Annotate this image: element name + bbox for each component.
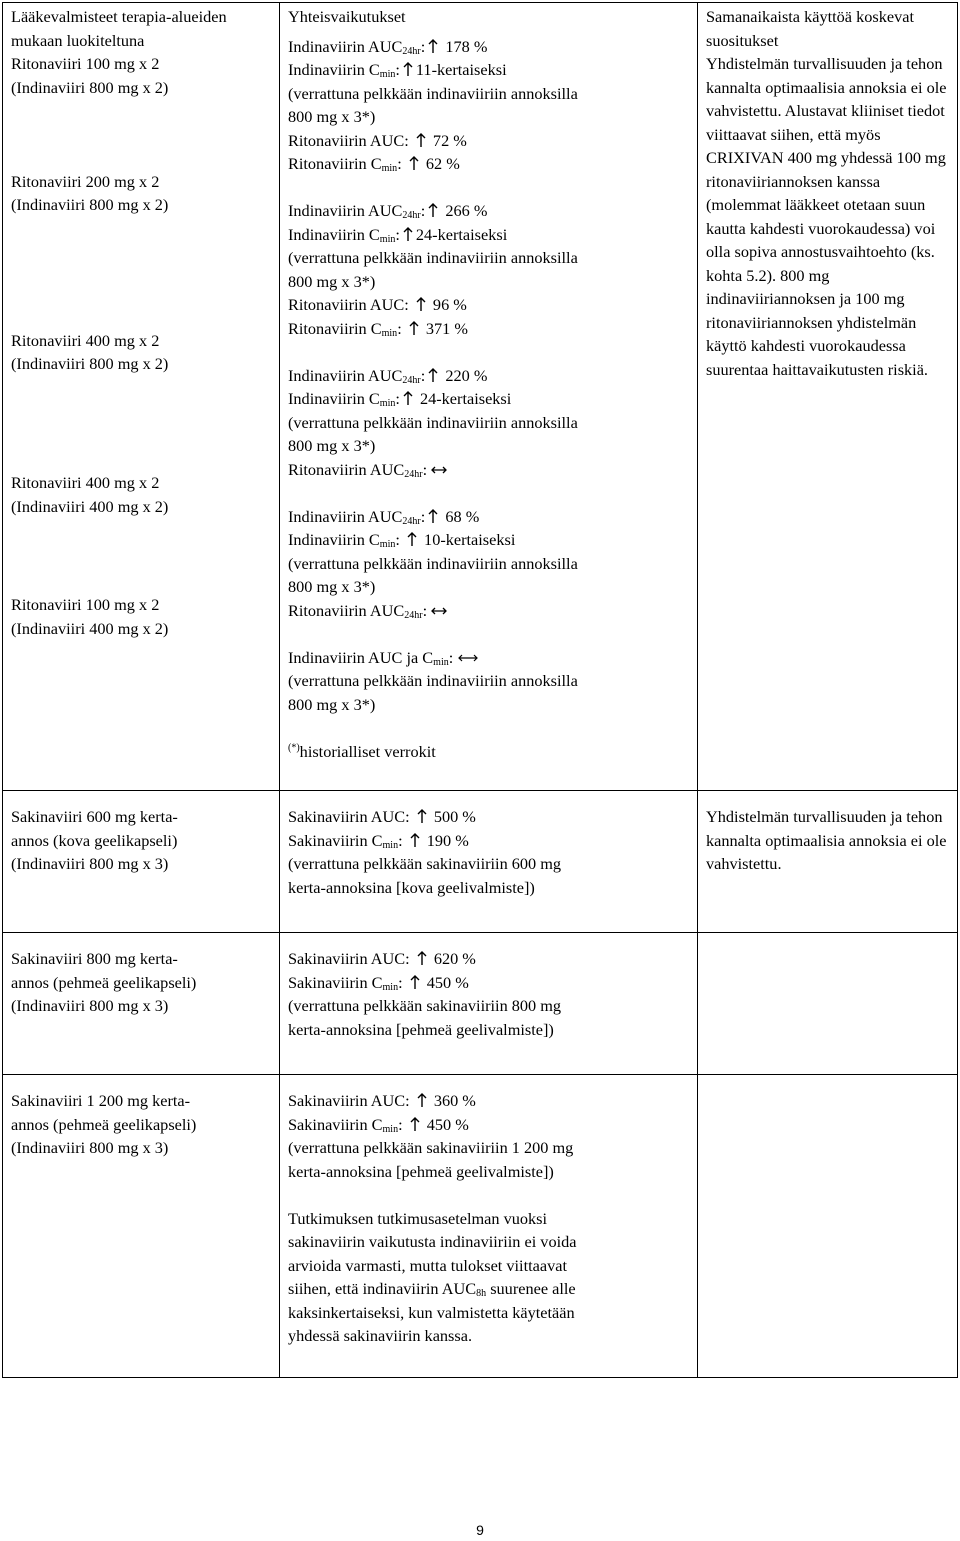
- increase-arrow-icon: [400, 387, 416, 411]
- increase-arrow-icon: [413, 129, 429, 153]
- note-line: siihen, että indinaviirin $AUC_{8h}$ suurenee alle: [288, 1279, 576, 1299]
- increase-arrow-icon: [414, 947, 430, 971]
- increase-arrow-icon: [407, 971, 423, 995]
- effect-line: Indinaviirin AUC ja $C_{min}$:: [288, 646, 691, 670]
- effect-line: Sakinaviirin AUC: 620 %: [288, 947, 691, 971]
- regimen-line: Ritonaviiri 400 mg x 2: [11, 330, 160, 350]
- regimen-line: Ritonaviiri 400 mg x 2: [11, 473, 160, 492]
- interaction-effects-cell: [280, 933, 698, 1075]
- effect-line: kerta-annoksina [kova geelivalmiste]): [288, 877, 535, 897]
- increase-arrow-icon: [413, 293, 429, 317]
- regimen-line: Sakinaviiri 600 mg kerta-: [11, 807, 178, 826]
- table-row: [3, 791, 958, 933]
- effect-line: 800 mg x 3*): [288, 694, 376, 714]
- increase-arrow-icon: [407, 829, 423, 853]
- increase-arrow-icon: [406, 152, 422, 176]
- increase-arrow-icon: [414, 1089, 430, 1113]
- regimen-line: annos (kova geelikapseli): [11, 830, 178, 850]
- effect-line: Sakinaviirin AUC: 500 %: [288, 805, 691, 829]
- effect-line: Ritonaviirin $C_{min}$: 62 %: [288, 154, 460, 174]
- effect-line: Sakinaviirin $C_{min}$: 450 %: [288, 1114, 469, 1135]
- regimen-line: Sakinaviiri 800 mg kerta-: [11, 949, 178, 968]
- regimen-line: Ritonaviiri 100 mg x 2: [11, 54, 160, 73]
- effect-line: 800 mg x 3*): [288, 436, 376, 455]
- footnote: (*)historialliset verrokit: [288, 741, 436, 761]
- regimen-line: (Indinaviiri 800 mg x 2): [11, 354, 169, 373]
- recommendation-cell: [698, 1075, 958, 1378]
- note-line: sakinaviirin vaikutusta indinaviiriin ei voida: [288, 1232, 577, 1251]
- regimen-line: Sakinaviiri 1 200 mg kerta-: [11, 1091, 191, 1110]
- effect-line: Indinaviirin $AUC_{24hr}$: 266 %: [288, 201, 488, 221]
- recommendation-text: Yhdistelmän turvallisuuden ja tehon kannalta optimaalisia annoksia ei ole vahvistettu. Alustavat kliiniset tiedot viittaavat siihen, että myös CRIXIVAN 400 mg yhdessä 100 mg ritonaviiriannoksen kanssa (molemmat lääkkeet otetaan suun kautta kahdesti vuorokaudessa) voi olla sopiva annostusvaihtoehto (ks. kohta 5.2). 800 mg indinaviiriannoksen ja 100 mg ritonaviiriannoksen yhdistelmän käyttö kahdesti vuorokaudessa suurentaa haittavaikutusten riskiä.: [706, 54, 947, 379]
- increase-arrow-icon: [414, 805, 430, 829]
- note-line: arvioida varmasti, mutta tulokset viittaavat: [288, 1255, 567, 1275]
- effect-line: (verrattuna pelkkään indinaviiriin annoksilla: [288, 671, 578, 690]
- effect-line: Indinaviirin $C_{min}$: 10-kertaiseksi: [288, 530, 516, 550]
- increase-arrow-icon: [407, 1113, 423, 1137]
- effect-line: (verrattuna pelkkään sakinaviiriin 1 200 mg: [288, 1138, 574, 1157]
- column-header-recommendations: Samanaikaista käyttöä koskevat suositukset: [706, 7, 914, 50]
- effect-line: (verrattuna pelkkään indinaviiriin annoksilla: [288, 553, 578, 573]
- drug-regimen-cell: [3, 3, 280, 791]
- effect-line: Indinaviirin $C_{min}$: 11-kertaiseksi: [288, 60, 507, 80]
- regimen-line: (Indinaviiri 800 mg x 2): [11, 77, 169, 97]
- effect-line: 800 mg x 3*): [288, 107, 376, 126]
- column-header-interactions: Yhteisvaikutukset: [288, 7, 406, 26]
- regimen-line: Ritonaviiri 200 mg x 2: [11, 171, 160, 191]
- regimen-line: (Indinaviiri 800 mg x 3): [11, 854, 169, 873]
- regimen-line: (Indinaviiri 800 mg x 2): [11, 195, 169, 214]
- interaction-effects-cell: [280, 791, 698, 933]
- page-number: 9: [476, 1522, 484, 1538]
- recommendation-text: Yhdistelmän turvallisuuden ja tehon kannalta optimaalisia annoksia ei ole vahvistettu.: [706, 807, 947, 873]
- effect-line: kerta-annoksina [pehmeä geelivalmiste]): [288, 1019, 554, 1039]
- effect-line: (verrattuna pelkkään sakinaviiriin 800 mg: [288, 996, 562, 1015]
- regimen-line: (Indinaviiri 400 mg x 2): [11, 496, 169, 516]
- effect-line: Sakinaviirin $C_{min}$: 190 %: [288, 830, 469, 851]
- increase-arrow-icon: [425, 35, 441, 59]
- effect-line: (verrattuna pelkkään indinaviiriin annoksilla: [288, 248, 578, 267]
- effect-line: Ritonaviirin $AUC_{24hr}$:: [288, 458, 691, 482]
- effect-line: Ritonaviirin $AUC_{24hr}$:: [288, 599, 691, 623]
- increase-arrow-icon: [425, 364, 441, 388]
- interaction-effects-cell: [280, 3, 698, 791]
- drug-regimen-cell: [3, 933, 280, 1075]
- effect-line: Ritonaviirin $C_{min}$: 371 %: [288, 318, 468, 339]
- effect-line: 800 mg x 3*): [288, 271, 376, 291]
- increase-arrow-icon: [404, 528, 420, 552]
- no-change-arrow-icon: [457, 646, 479, 670]
- regimen-line: (Indinaviiri 400 mg x 2): [11, 618, 169, 638]
- effect-line: Ritonaviirin AUC: 96 %: [288, 293, 691, 317]
- regimen-line: annos (pehmeä geelikapseli): [11, 1114, 197, 1134]
- effect-line: Indinaviirin $AUC_{24hr}$: 178 %: [288, 36, 488, 57]
- effect-line: (verrattuna pelkkään indinaviiriin annoksilla: [288, 83, 578, 103]
- effect-line: Sakinaviirin $C_{min}$: 450 %: [288, 972, 469, 993]
- effect-line: Indinaviirin $AUC_{24hr}$: 68 %: [288, 506, 480, 527]
- drug-regimen-cell: [3, 1075, 280, 1378]
- drug-regimen-cell: [3, 791, 280, 933]
- effect-line: Ritonaviirin AUC: 72 %: [288, 129, 691, 153]
- no-change-arrow-icon: [431, 599, 447, 623]
- increase-arrow-icon: [400, 223, 416, 247]
- note-line: Tutkimuksen tutkimusasetelman vuoksi: [288, 1208, 547, 1228]
- interaction-effects-cell: [280, 1075, 698, 1378]
- regimen-line: Ritonaviiri 100 mg x 2: [11, 595, 160, 614]
- recommendation-cell: [698, 791, 958, 933]
- no-change-arrow-icon: [431, 458, 447, 482]
- interaction-table: [2, 2, 958, 1378]
- effect-line: (verrattuna pelkkään sakinaviiriin 600 mg: [288, 854, 562, 873]
- effect-line: Indinaviirin $AUC_{24hr}$: 220 %: [288, 365, 488, 386]
- effect-line: Sakinaviirin AUC: 360 %: [288, 1089, 691, 1113]
- column-header-drugs: Lääkevalmisteet terapia-alueiden mukaan luokiteltuna: [11, 7, 227, 50]
- increase-arrow-icon: [425, 199, 441, 223]
- table-row: [3, 1075, 958, 1378]
- recommendation-cell: [698, 933, 958, 1075]
- effect-line: Indinaviirin $C_{min}$: 24-kertaiseksi: [288, 224, 508, 245]
- increase-arrow-icon: [406, 317, 422, 341]
- regimen-line: (Indinaviiri 800 mg x 3): [11, 996, 169, 1015]
- increase-arrow-icon: [425, 505, 441, 529]
- increase-arrow-icon: [400, 58, 416, 82]
- table-row: [3, 3, 958, 791]
- regimen-line: (Indinaviiri 800 mg x 3): [11, 1138, 169, 1157]
- effect-line: 800 mg x 3*): [288, 577, 376, 596]
- recommendation-cell: [698, 3, 958, 791]
- effect-line: (verrattuna pelkkään indinaviiriin annoksilla: [288, 412, 578, 432]
- note-line: yhdessä sakinaviirin kanssa.: [288, 1326, 473, 1345]
- note-line: kaksinkertaiseksi, kun valmistetta käytetään: [288, 1302, 575, 1322]
- table-row: [3, 933, 958, 1075]
- effect-line: Indinaviirin $C_{min}$: 24-kertaiseksi: [288, 389, 512, 409]
- regimen-line: annos (pehmeä geelikapseli): [11, 972, 197, 992]
- effect-line: kerta-annoksina [pehmeä geelivalmiste]): [288, 1161, 554, 1181]
